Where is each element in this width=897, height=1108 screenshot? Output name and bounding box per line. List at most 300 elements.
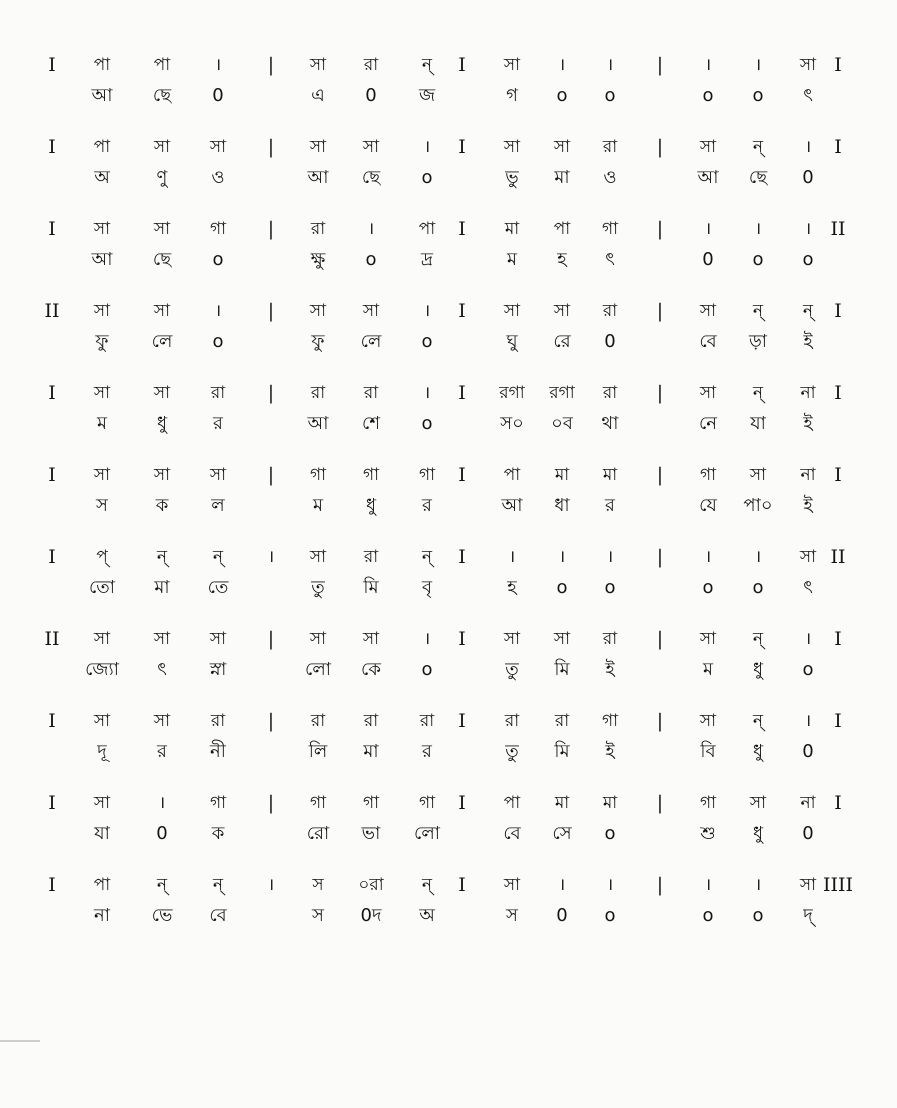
note: পা xyxy=(553,219,571,239)
lyric-syllable: 0 xyxy=(212,85,224,106)
lyric-syllable: o xyxy=(604,905,616,926)
lyric-syllable: র xyxy=(157,741,167,762)
note: সা xyxy=(362,629,380,649)
note: ন্ xyxy=(752,711,764,731)
note: ন্ xyxy=(752,383,764,403)
note: রগা xyxy=(549,383,575,403)
bar-line: I xyxy=(458,710,466,732)
lyric-syllable: o xyxy=(421,413,433,434)
note: সা xyxy=(799,55,817,75)
lyric-syllable: না xyxy=(94,905,110,926)
lyric-syllable: স xyxy=(312,905,324,926)
note: রা xyxy=(363,711,379,731)
lyric-syllable: o xyxy=(604,823,616,844)
note: । xyxy=(804,629,812,649)
lyric-syllable: কে xyxy=(361,659,381,680)
note: ন্ xyxy=(212,547,224,567)
bar-line: I xyxy=(458,546,466,568)
bar-line: | xyxy=(656,382,664,404)
note: ন্ xyxy=(421,55,433,75)
lyric-syllable: লে xyxy=(151,331,173,352)
notation-row-9 xyxy=(0,710,897,732)
note: রা xyxy=(602,629,618,649)
note: গা xyxy=(418,793,436,813)
lyric-syllable: দ্ xyxy=(803,905,813,926)
note: সা xyxy=(153,629,171,649)
note: সা xyxy=(553,301,571,321)
note: সা xyxy=(153,137,171,157)
lyric-syllable: o xyxy=(752,905,764,926)
note: । xyxy=(804,711,812,731)
note: সা xyxy=(749,793,767,813)
note: সা xyxy=(209,465,227,485)
lyric-syllable: ই xyxy=(605,659,615,680)
bar-line: | xyxy=(656,300,664,322)
bar-line: I xyxy=(48,54,56,76)
notation-row-2 xyxy=(0,136,897,158)
note: সা xyxy=(749,465,767,485)
lyric-syllable: স্না xyxy=(209,659,227,680)
bar-line: | xyxy=(656,792,664,814)
bar-line: I xyxy=(458,464,466,486)
lyric-syllable: দূ xyxy=(97,741,107,762)
lyric-syllable: স xyxy=(506,905,518,926)
bar-line: I xyxy=(834,300,842,322)
lyric-syllable: o xyxy=(421,331,433,352)
lyric-syllable: আ xyxy=(91,85,113,106)
note: রা xyxy=(310,219,326,239)
lyric-syllable: অ xyxy=(94,167,110,188)
note: । xyxy=(558,547,566,567)
lyric-syllable: o xyxy=(421,659,433,680)
note: ন্ xyxy=(752,137,764,157)
note: রা xyxy=(602,383,618,403)
note: সা xyxy=(799,547,817,567)
note: । xyxy=(704,219,712,239)
lyric-syllable: হ xyxy=(507,577,517,598)
note: সা xyxy=(309,137,327,157)
bar-line: | xyxy=(267,792,275,814)
lyric-syllable: ম xyxy=(507,249,517,270)
bar-line: I xyxy=(458,792,466,814)
bar-line: I xyxy=(48,218,56,240)
bar-line: II xyxy=(830,546,846,568)
note: । xyxy=(214,301,222,321)
lyric-syllable: আ xyxy=(697,167,719,188)
note: । xyxy=(804,219,812,239)
bar-line: I xyxy=(458,300,466,322)
lyric-syllable: ই xyxy=(803,413,813,434)
note: সা xyxy=(699,137,717,157)
note: পা xyxy=(153,55,171,75)
notation-row-10 xyxy=(0,792,897,814)
lyric-syllable: ই xyxy=(605,741,615,762)
note: মা xyxy=(602,465,618,485)
note: সা xyxy=(699,301,717,321)
lyric-syllable: স xyxy=(96,495,108,516)
lyric-syllable: মি xyxy=(363,577,379,598)
note: সা xyxy=(503,301,521,321)
note: রা xyxy=(602,137,618,157)
lyric-syllable: সে xyxy=(552,823,572,844)
lyric-row-5 xyxy=(0,413,897,435)
bar-line: I xyxy=(834,792,842,814)
note: ন্ xyxy=(752,301,764,321)
lyric-syllable: র xyxy=(422,741,432,762)
lyric-syllable: যা xyxy=(94,823,110,844)
notation-row-8 xyxy=(0,628,897,650)
note: । xyxy=(606,875,614,895)
lyric-syllable: র xyxy=(605,495,615,516)
lyric-syllable: লো xyxy=(305,659,331,680)
note: । xyxy=(754,547,762,567)
bar-line: II xyxy=(830,218,846,240)
lyric-syllable: ছে xyxy=(361,167,381,188)
note: রা xyxy=(363,55,379,75)
lyric-syllable: জ্যো xyxy=(85,659,119,680)
lyric-syllable: ই xyxy=(803,331,813,352)
note: রা xyxy=(363,383,379,403)
notation-row-4 xyxy=(0,300,897,322)
lyric-syllable: ণু xyxy=(156,167,168,188)
lyric-row-11 xyxy=(0,905,897,927)
lyric-syllable: o xyxy=(802,249,814,270)
lyric-syllable: ধু xyxy=(752,659,764,680)
lyric-syllable: ও xyxy=(211,167,225,188)
note: সা xyxy=(503,629,521,649)
bar-line: I xyxy=(48,792,56,814)
note: । xyxy=(804,137,812,157)
note: রা xyxy=(602,301,618,321)
note: গা xyxy=(699,465,717,485)
lyric-syllable: 0 xyxy=(556,905,568,926)
lyric-syllable: ছে xyxy=(152,85,172,106)
lyric-syllable: রো xyxy=(306,823,330,844)
bar-line: I xyxy=(834,136,842,158)
note: গা xyxy=(309,465,327,485)
lyric-syllable: পা০ xyxy=(743,495,773,516)
note: । xyxy=(423,301,431,321)
note: সা xyxy=(699,629,717,649)
lyric-syllable: o xyxy=(604,85,616,106)
lyric-syllable: তু xyxy=(311,577,325,598)
lyric-row-4 xyxy=(0,331,897,353)
note: । xyxy=(704,547,712,567)
note: মা xyxy=(554,465,570,485)
note: । xyxy=(423,383,431,403)
lyric-syllable: ড়া xyxy=(748,331,768,352)
lyric-syllable: o xyxy=(212,249,224,270)
note: রগা xyxy=(499,383,525,403)
note: না xyxy=(800,465,816,485)
note: ন্ xyxy=(802,301,814,321)
note: গা xyxy=(699,793,717,813)
lyric-syllable: ০ব xyxy=(551,413,573,434)
lyric-row-3 xyxy=(0,249,897,271)
lyric-syllable: o xyxy=(802,659,814,680)
note: । xyxy=(267,547,275,567)
lyric-syllable: মা xyxy=(154,577,170,598)
note: । xyxy=(558,55,566,75)
note: রা xyxy=(210,383,226,403)
lyric-syllable: তো xyxy=(88,577,116,598)
note: সা xyxy=(503,55,521,75)
note: সা xyxy=(309,629,327,649)
lyric-syllable: ল xyxy=(211,495,225,516)
note: গা xyxy=(601,219,619,239)
note: সা xyxy=(153,465,171,485)
lyric-syllable: বি xyxy=(700,741,716,762)
lyric-row-9 xyxy=(0,741,897,763)
note: মা xyxy=(554,793,570,813)
note: পা xyxy=(93,55,111,75)
lyric-syllable: ছে xyxy=(152,249,172,270)
note: সা xyxy=(309,547,327,567)
note: রা xyxy=(363,547,379,567)
lyric-syllable: লে xyxy=(360,331,382,352)
note: সা xyxy=(93,219,111,239)
lyric-syllable: ও xyxy=(603,167,617,188)
note: প্ xyxy=(96,547,108,567)
lyric-syllable: 0 xyxy=(802,167,814,188)
note: মা xyxy=(504,219,520,239)
bar-line: I xyxy=(834,628,842,650)
lyric-syllable: ঘু xyxy=(506,331,518,352)
lyric-syllable: 0 xyxy=(702,249,714,270)
lyric-syllable: তে xyxy=(207,577,229,598)
bar-line: I xyxy=(48,382,56,404)
note: সা xyxy=(309,55,327,75)
note: ০রা xyxy=(358,875,384,895)
lyric-syllable: র xyxy=(213,413,223,434)
lyric-syllable: যা xyxy=(750,413,766,434)
note: সা xyxy=(309,301,327,321)
lyric-syllable: গ xyxy=(506,85,518,106)
lyric-syllable: o xyxy=(556,85,568,106)
note: সা xyxy=(699,383,717,403)
lyric-syllable: যে xyxy=(699,495,717,516)
note: রা xyxy=(554,711,570,731)
note: । xyxy=(704,875,712,895)
lyric-syllable: 0 xyxy=(802,823,814,844)
bar-line: | xyxy=(267,382,275,404)
bar-line: | xyxy=(267,218,275,240)
note: রা xyxy=(504,711,520,731)
note: গা xyxy=(418,465,436,485)
lyric-row-8 xyxy=(0,659,897,681)
lyric-syllable: মা xyxy=(554,167,570,188)
lyric-syllable: o xyxy=(212,331,224,352)
note: সা xyxy=(362,301,380,321)
lyric-syllable: ধু xyxy=(156,413,168,434)
bar-line: | xyxy=(656,546,664,568)
note: । xyxy=(754,219,762,239)
lyric-syllable: ফু xyxy=(311,331,325,352)
note: পা xyxy=(418,219,436,239)
note: । xyxy=(606,55,614,75)
lyric-syllable: এ xyxy=(311,85,325,106)
lyric-syllable: আ xyxy=(307,413,329,434)
note: সা xyxy=(153,711,171,731)
lyric-syllable: o xyxy=(702,85,714,106)
lyric-syllable: ধু xyxy=(752,823,764,844)
lyric-syllable: ভা xyxy=(361,823,381,844)
bar-line: I xyxy=(458,874,466,896)
note: গা xyxy=(362,465,380,485)
lyric-syllable: 0 xyxy=(365,85,377,106)
note: সা xyxy=(503,875,521,895)
note: ন্ xyxy=(156,547,168,567)
lyric-syllable: হ xyxy=(557,249,567,270)
lyric-row-10 xyxy=(0,823,897,845)
bar-line: I xyxy=(834,710,842,732)
note: । xyxy=(754,875,762,895)
lyric-row-2 xyxy=(0,167,897,189)
lyric-syllable: বে xyxy=(699,331,717,352)
lyric-syllable: o xyxy=(556,577,568,598)
bar-line: I xyxy=(458,54,466,76)
note: ন্ xyxy=(421,875,433,895)
bar-line: I xyxy=(48,710,56,732)
lyric-syllable: আ xyxy=(91,249,113,270)
note: স xyxy=(312,875,324,895)
lyric-syllable: নে xyxy=(698,413,718,434)
lyric-syllable: o xyxy=(421,167,433,188)
lyric-row-6 xyxy=(0,495,897,517)
bar-line: I xyxy=(458,382,466,404)
bar-line: II xyxy=(44,628,60,650)
note: । xyxy=(367,219,375,239)
lyric-syllable: ৎ xyxy=(157,659,167,680)
bar-line: I xyxy=(48,546,56,568)
note: সা xyxy=(153,383,171,403)
lyric-syllable: জ xyxy=(418,85,436,106)
note: গা xyxy=(362,793,380,813)
lyric-syllable: মি xyxy=(554,741,570,762)
lyric-syllable: o xyxy=(702,905,714,926)
note: গা xyxy=(601,711,619,731)
bar-line: I xyxy=(458,136,466,158)
lyric-syllable: ধু xyxy=(365,495,377,516)
note: রা xyxy=(419,711,435,731)
lyric-syllable: ছে xyxy=(748,167,768,188)
notation-row-3 xyxy=(0,218,897,240)
lyric-syllable: ধু xyxy=(752,741,764,762)
lyric-syllable: ফু xyxy=(95,331,109,352)
lyric-syllable: লি xyxy=(308,741,328,762)
note: পা xyxy=(503,793,521,813)
lyric-syllable: বে xyxy=(503,823,521,844)
lyric-syllable: ম xyxy=(97,413,107,434)
lyric-syllable: ৎ xyxy=(803,85,813,106)
note: ন্ xyxy=(156,875,168,895)
note: সা xyxy=(553,629,571,649)
note: সা xyxy=(93,711,111,731)
lyric-syllable: o xyxy=(752,85,764,106)
lyric-syllable: তু xyxy=(505,741,519,762)
notation-row-5 xyxy=(0,382,897,404)
note: রা xyxy=(310,711,326,731)
lyric-syllable: ক xyxy=(211,823,225,844)
lyric-syllable: ৎ xyxy=(803,577,813,598)
note: রা xyxy=(310,383,326,403)
bar-line: | xyxy=(656,136,664,158)
bar-line: | xyxy=(656,54,664,76)
note: । xyxy=(606,547,614,567)
note: সা xyxy=(699,711,717,731)
lyric-syllable: নী xyxy=(210,741,226,762)
lyric-syllable: ভু xyxy=(505,167,519,188)
bar-line: | xyxy=(656,628,664,650)
bar-line: I xyxy=(48,874,56,896)
lyric-syllable: রে xyxy=(553,331,571,352)
note: । xyxy=(267,875,275,895)
bar-line: | xyxy=(267,300,275,322)
lyric-syllable: তু xyxy=(505,659,519,680)
lyric-syllable: ম xyxy=(313,495,323,516)
lyric-syllable: শু xyxy=(700,823,716,844)
bar-line: I xyxy=(48,136,56,158)
lyric-syllable: 0 xyxy=(156,823,168,844)
bar-line: | xyxy=(656,874,664,896)
note: । xyxy=(423,629,431,649)
lyric-syllable: ক্ষু xyxy=(310,249,326,270)
lyric-syllable: র xyxy=(422,495,432,516)
lyric-syllable: থা xyxy=(601,413,619,434)
note: সা xyxy=(362,137,380,157)
lyric-syllable: ক xyxy=(155,495,169,516)
note: সা xyxy=(553,137,571,157)
note: । xyxy=(754,55,762,75)
note: ন্ xyxy=(212,875,224,895)
note: রা xyxy=(210,711,226,731)
lyric-syllable: o xyxy=(604,577,616,598)
note: সা xyxy=(93,383,111,403)
note: পা xyxy=(93,875,111,895)
lyric-syllable: মি xyxy=(554,659,570,680)
note: সা xyxy=(93,629,111,649)
note: না xyxy=(800,383,816,403)
note: মা xyxy=(602,793,618,813)
lyric-syllable: আ xyxy=(307,167,329,188)
lyric-syllable: মা xyxy=(363,741,379,762)
note: । xyxy=(558,875,566,895)
note: সা xyxy=(503,137,521,157)
bar-line: II xyxy=(44,300,60,322)
lyric-syllable: ৎ xyxy=(605,249,615,270)
bar-line: I xyxy=(834,464,842,486)
note: । xyxy=(704,55,712,75)
lyric-row-7 xyxy=(0,577,897,599)
lyric-syllable: ই xyxy=(803,495,813,516)
notation-row-6 xyxy=(0,464,897,486)
note: । xyxy=(214,55,222,75)
note: । xyxy=(508,547,516,567)
note: সা xyxy=(209,629,227,649)
bar-line: | xyxy=(267,54,275,76)
note: সা xyxy=(93,793,111,813)
lyric-syllable: o xyxy=(752,249,764,270)
bar-line: | xyxy=(267,628,275,650)
lyric-syllable: 0 xyxy=(604,331,616,352)
lyric-syllable: 0দ xyxy=(360,905,382,926)
note: । xyxy=(423,137,431,157)
bar-line: | xyxy=(656,464,664,486)
page-edge-mark xyxy=(0,1040,40,1042)
note: ন্ xyxy=(752,629,764,649)
lyric-syllable: 0 xyxy=(802,741,814,762)
bar-line: I xyxy=(834,54,842,76)
